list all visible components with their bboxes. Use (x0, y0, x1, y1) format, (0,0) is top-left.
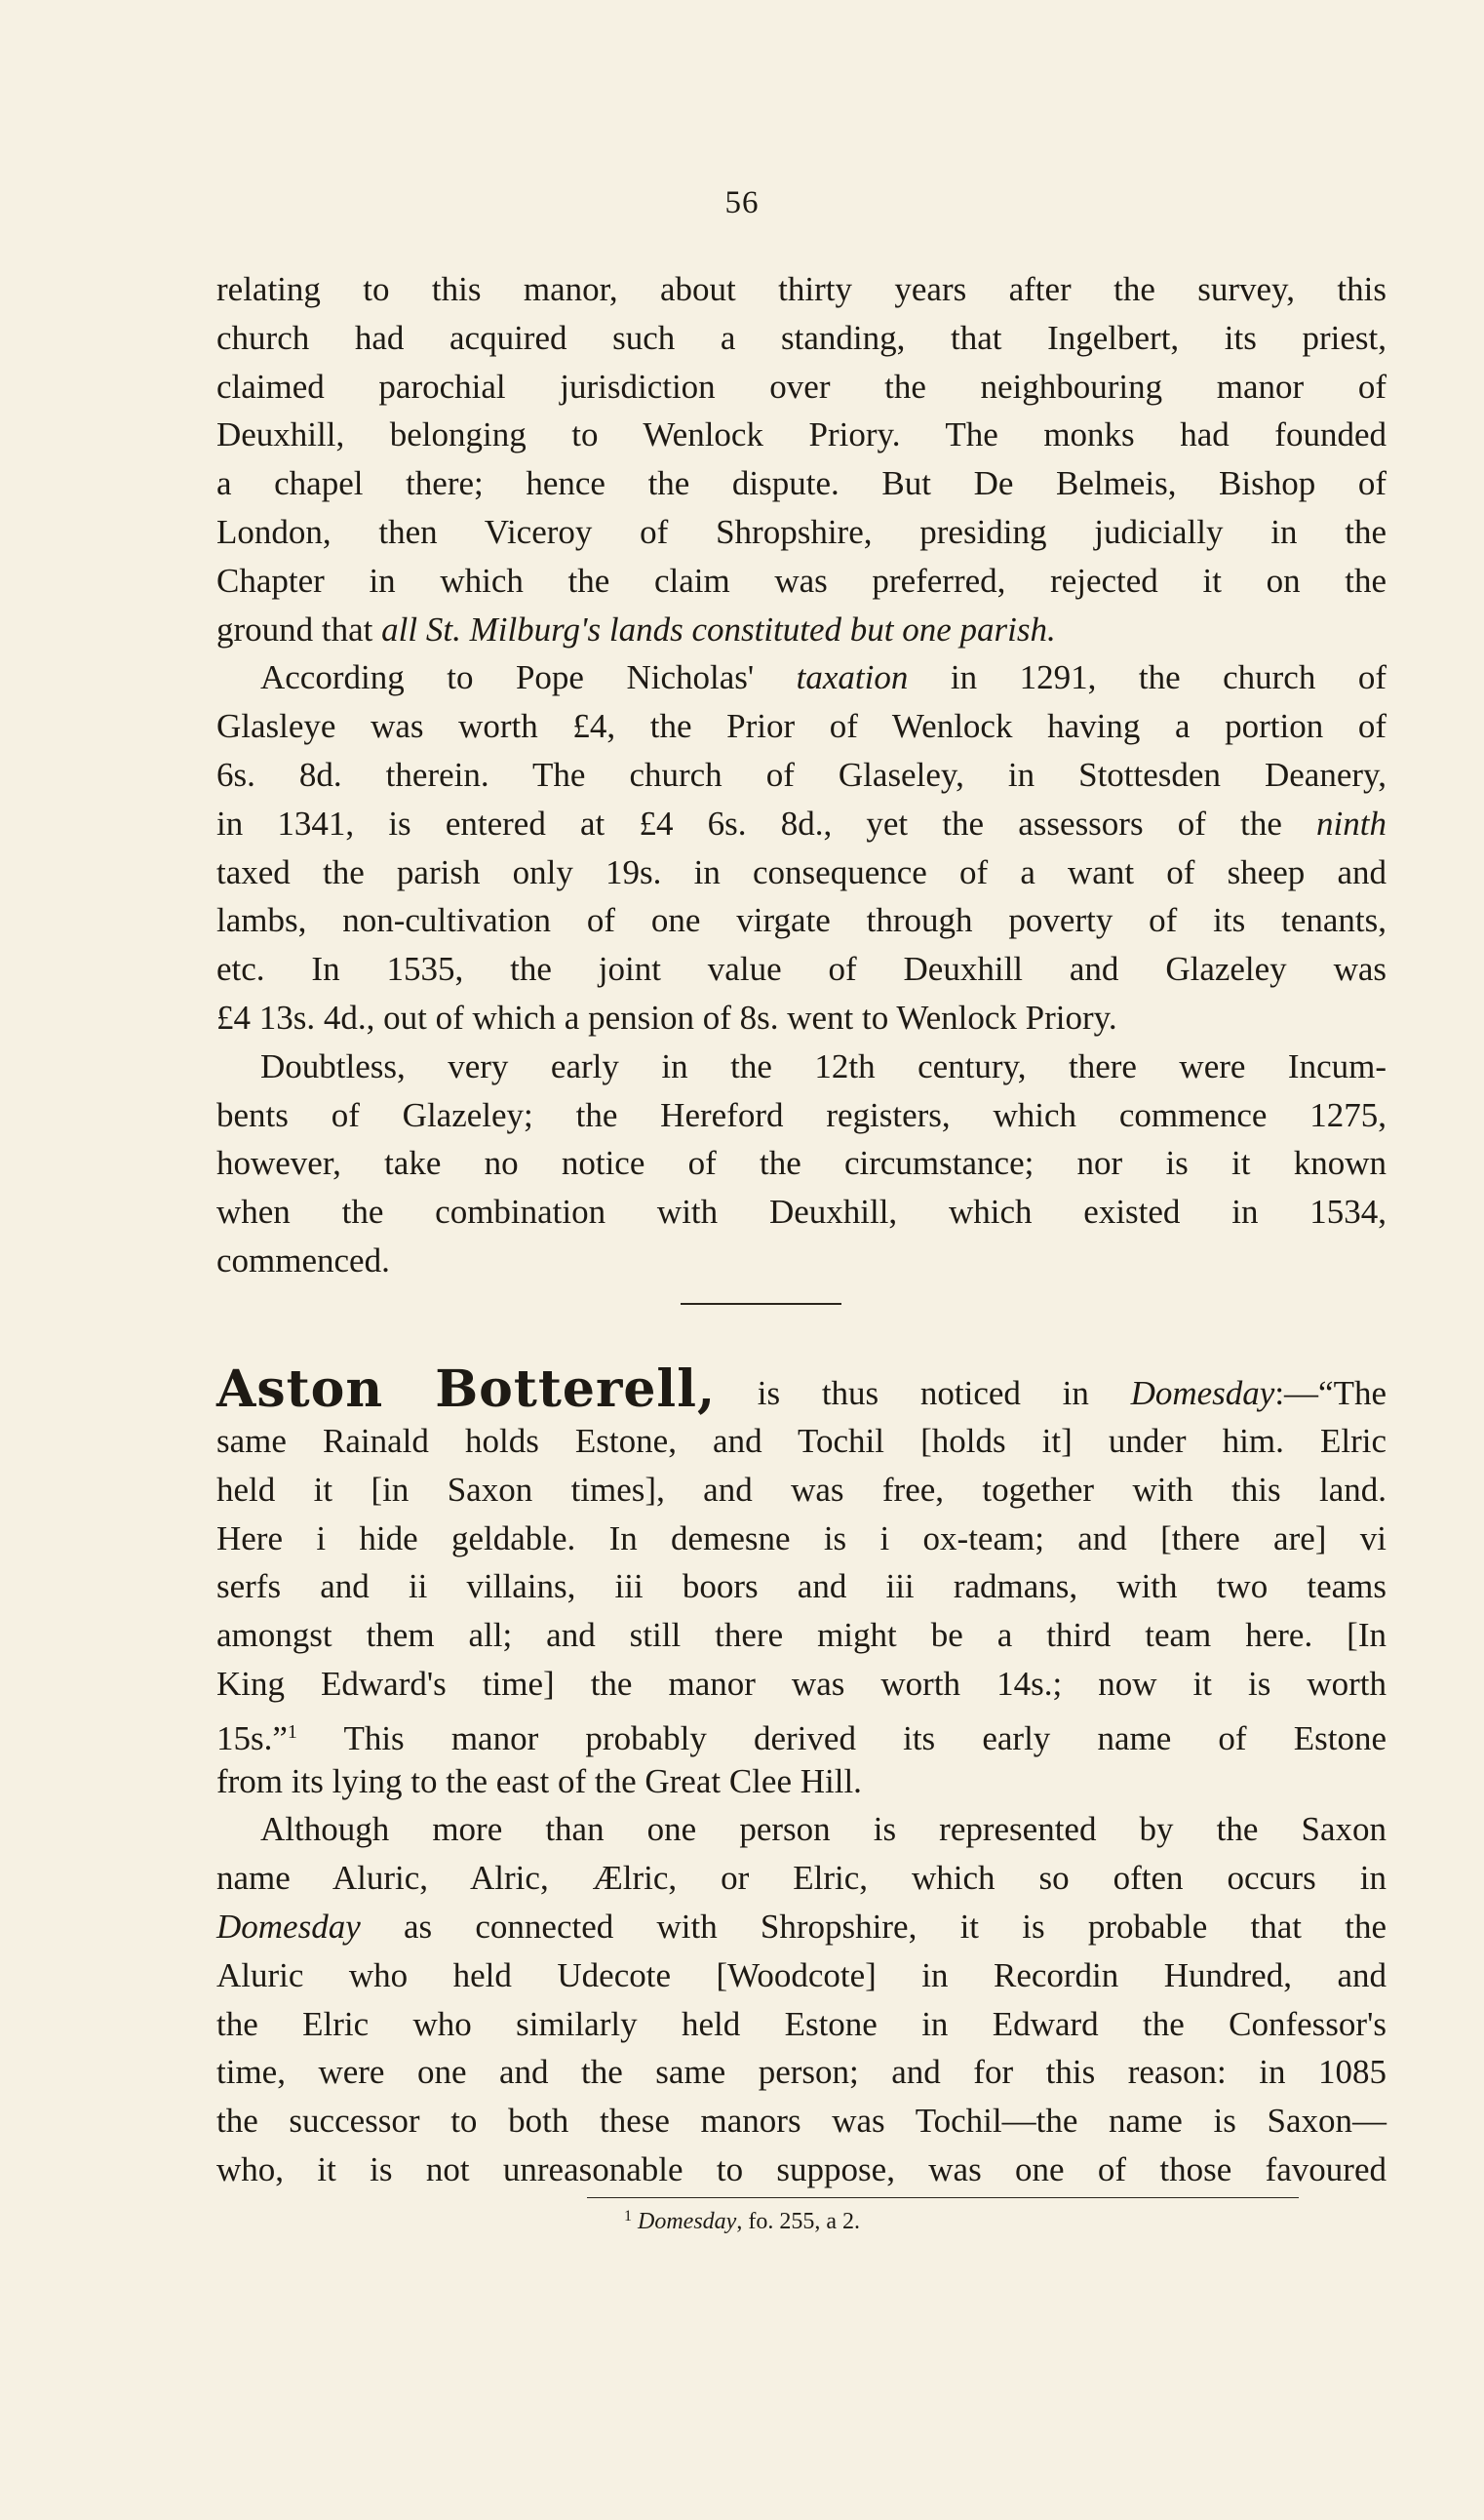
footnote-divider (587, 2197, 1299, 2198)
text-run: in 1291, the church of (908, 658, 1386, 697)
text-line: held it [in Saxon times], and was free, together with this land. (216, 1470, 1386, 1509)
text-line: lambs, non-cultivation of one virgate through poverty of its tenants, (216, 901, 1386, 940)
text-run: as connected with Shropshire, it is probable that the (360, 1907, 1386, 1946)
text-line: the successor to both these manors was Tochil—the name is Saxon— (216, 2102, 1386, 2141)
text-line: Deuxhill, belonging to Wenlock Priory. The monks had founded (216, 415, 1386, 454)
text-run: According to Pope Nicholas' (260, 658, 797, 697)
text-run: 15s.” (216, 1718, 288, 1757)
text-line: etc. In 1535, the joint value of Deuxhill and Glazeley was (216, 950, 1386, 989)
text-line: however, take no notice of the circumstance; nor is it known (216, 1144, 1386, 1183)
text-line: name Aluric, Alric, Ælric, or Elric, which so often occurs in (216, 1859, 1386, 1898)
text-line: London, then Viceroy of Shropshire, presiding judicially in the (216, 512, 1386, 551)
text-line: when the combination with Deuxhill, which existed in 1534, (216, 1193, 1386, 1232)
footnote-mark: 1 (624, 2208, 633, 2225)
footnote-source: Domesday (638, 2209, 737, 2234)
text-line: time, were one and the same person; and for this reason: in 1085 (216, 2053, 1386, 2092)
text-run: in 1341, is entered at £4 6s. 8d., yet the assessors of the (216, 804, 1317, 843)
italic-term: Domesday (216, 1907, 361, 1946)
text-block-aston-botterell (216, 1359, 1386, 2194)
text-line: Although more than one person is represented by the Saxon (260, 1810, 1386, 1849)
page-number: 56 (724, 185, 760, 220)
text-run: This manor probably derived its early name of Estone (296, 1718, 1386, 1757)
text-line (216, 1903, 1386, 1951)
text-line (216, 1709, 1386, 1757)
text-line: relating to this manor, about thirty years after the survey, this (216, 270, 1386, 308)
footnote-reference[interactable]: 1 (287, 1720, 297, 1743)
text-line: bents of Glazeley; the Hereford registers, which commence 1275, (216, 1095, 1386, 1134)
text-line (216, 653, 1386, 702)
text-line: Here i hide geldable. In demesne is i ox-team; and [there are] vi (216, 1518, 1386, 1557)
text-block-glaseley (216, 265, 1386, 1285)
text-line: a chapel there; hence the dispute. But De Belmeis, Bishop of (216, 464, 1386, 503)
text-line: Aluric who held Udecote [Woodcote] in Recordin Hundred, and (216, 1955, 1386, 1994)
text-run: :—“The (1274, 1374, 1386, 1412)
text-line: Chapter in which the claim was preferred, rejected it on the (216, 561, 1386, 600)
text-line: from its lying to the east of the Great Clee Hill. (216, 1761, 862, 1800)
text-line: £4 13s. 4d., out of which a pension of 8s. went to Wenlock Priory. (216, 998, 1117, 1037)
text-line: the Elric who similarly held Estone in Edward the Confessor's (216, 2004, 1386, 2043)
text-line: King Edward's time] the manor was worth 14s.; now it is worth (216, 1664, 1386, 1703)
section-heading: Aston Botterell, (216, 1359, 717, 1419)
text-run: is thus noticed in (716, 1374, 1131, 1412)
text-line: commenced. (216, 1240, 390, 1280)
text-run: ground that (216, 610, 382, 649)
section-divider (681, 1303, 841, 1305)
italic-term: taxation (796, 658, 909, 697)
text-line: Glasleye was worth £4, the Prior of Wenlock having a portion of (216, 707, 1386, 746)
text-line: 6s. 8d. therein. The church of Glaseley, in Stottesden Deanery, (216, 755, 1386, 794)
text-line (216, 800, 1386, 848)
text-line: same Rainald holds Estone, and Tochil [holds it] under him. Elric (216, 1422, 1386, 1460)
text-line: claimed parochial jurisdiction over the neighbouring manor of (216, 367, 1386, 406)
italic-term: Domesday (1130, 1374, 1275, 1412)
text-line (216, 606, 1386, 654)
footnote-citation: , fo. 255, a 2. (736, 2209, 860, 2234)
text-line: serfs and ii villains, iii boors and iii radmans, with two teams (216, 1567, 1386, 1606)
footnote (0, 2208, 1484, 2235)
text-line: who, it is not unreasonable to suppose, was one of those favoured (216, 2149, 1386, 2188)
italic-term: ninth (1316, 804, 1386, 843)
text-line: taxed the parish only 19s. in consequence of a want of sheep and (216, 852, 1386, 891)
text-line: amongst them all; and still there might be a third team here. [In (216, 1616, 1386, 1655)
italic-quote: all St. Milburg's lands constituted but one parish. (381, 610, 1056, 649)
text-line: church had acquired such a standing, that Ingelbert, its priest, (216, 318, 1386, 357)
text-line: Doubtless, very early in the 12th century, there were Incum- (260, 1046, 1386, 1085)
text-line (216, 1359, 1386, 1419)
